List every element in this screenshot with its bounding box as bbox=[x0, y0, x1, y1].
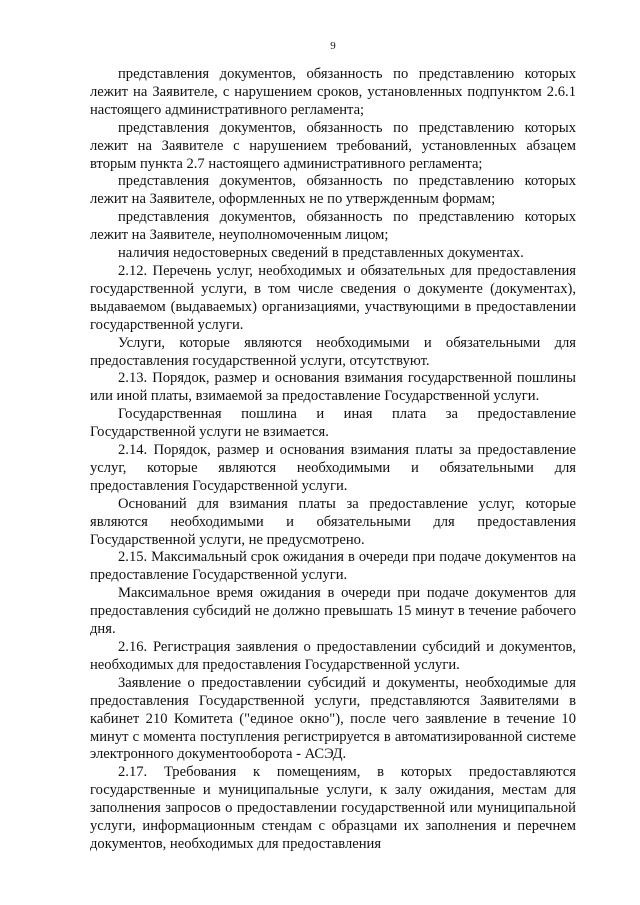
paragraph: представления документов, обязанность по представлению которых лежит на Заявителе с нарушением требований, установленных абзацем вторым пункта 2.7 настоящего административного регламента; bbox=[90, 119, 576, 172]
paragraph: представления документов, обязанность по представлению которых лежит на Заявителе, оформленных не по утвержденным формам; bbox=[90, 173, 576, 208]
section-heading-2-12: 2.12. Перечень услуг, необходимых и обязательных для предоставления государственной услуги, в том числе сведения о документе (документах), выдаваемом (выдаваемых) организациями, участвующими в предоставлении государственной услуги. bbox=[90, 262, 576, 333]
paragraph: Государственная пошлина и иная плата за предоставление Государственной услуги не взимается. bbox=[90, 406, 576, 441]
section-heading-2-17: 2.17. Требования к помещениям, в которых предоставляются государственные и муниципальные услуги, к залу ожидания, местам для заполнения запросов о предоставлении государственной или муниципальной услуги, информационным стендам с образцами их заполнения и перечнем документов, необходимых для предоставления bbox=[90, 764, 576, 852]
paragraph: представления документов, обязанность по представлению которых лежит на Заявителе, неуполномоченным лицом; bbox=[90, 209, 576, 244]
paragraph: Услуги, которые являются необходимыми и обязательными для предоставления государственной услуги, отсутствуют. bbox=[90, 334, 576, 369]
section-heading-2-13: 2.13. Порядок, размер и основания взимания государственной пошлины или иной платы, взимаемой за предоставление Государственной услуги. bbox=[90, 370, 576, 405]
paragraph: Оснований для взимания платы за предоставление услуг, которые являются необходимыми и обязательными для предоставления Государственной услуги, не предусмотрено. bbox=[90, 495, 576, 548]
paragraph: Заявление о предоставлении субсидий и документы, необходимые для предоставления Государственной услуги, представляются Заявителями в кабинет 210 Комитета ("единое окно"), после чего заявление в течение 10 минут с момента поступления регистрируется в автоматизированной системе электронного документооборота - АСЭД. bbox=[90, 674, 576, 763]
section-heading-2-14: 2.14. Порядок, размер и основания взимания платы за предоставление услуг, которые являются необходимыми и обязательными для предоставления Государственной услуги. bbox=[90, 442, 576, 494]
section-heading-2-15: 2.15. Максимальный срок ожидания в очереди при подаче документов на предоставление Государственной услуги. bbox=[90, 549, 576, 584]
paragraph: представления документов, обязанность по представлению которых лежит на Заявителе, с нарушением сроков, установленных подпунктом 2.6.1 настоящего административного регламента; bbox=[90, 66, 576, 118]
section-heading-2-16: 2.16. Регистрация заявления о предоставлении субсидий и документов, необходимых для предоставления Государственной услуги. bbox=[90, 639, 576, 673]
paragraph: наличия недостоверных сведений в представленных документах. bbox=[118, 245, 524, 262]
body-text bbox=[90, 66, 576, 854]
page-number: 9 bbox=[330, 40, 336, 52]
paragraph: Максимальное время ожидания в очереди при подаче документов для предоставления субсидий не должно превышать 15 минут в течение рабочего дня. bbox=[90, 585, 576, 638]
